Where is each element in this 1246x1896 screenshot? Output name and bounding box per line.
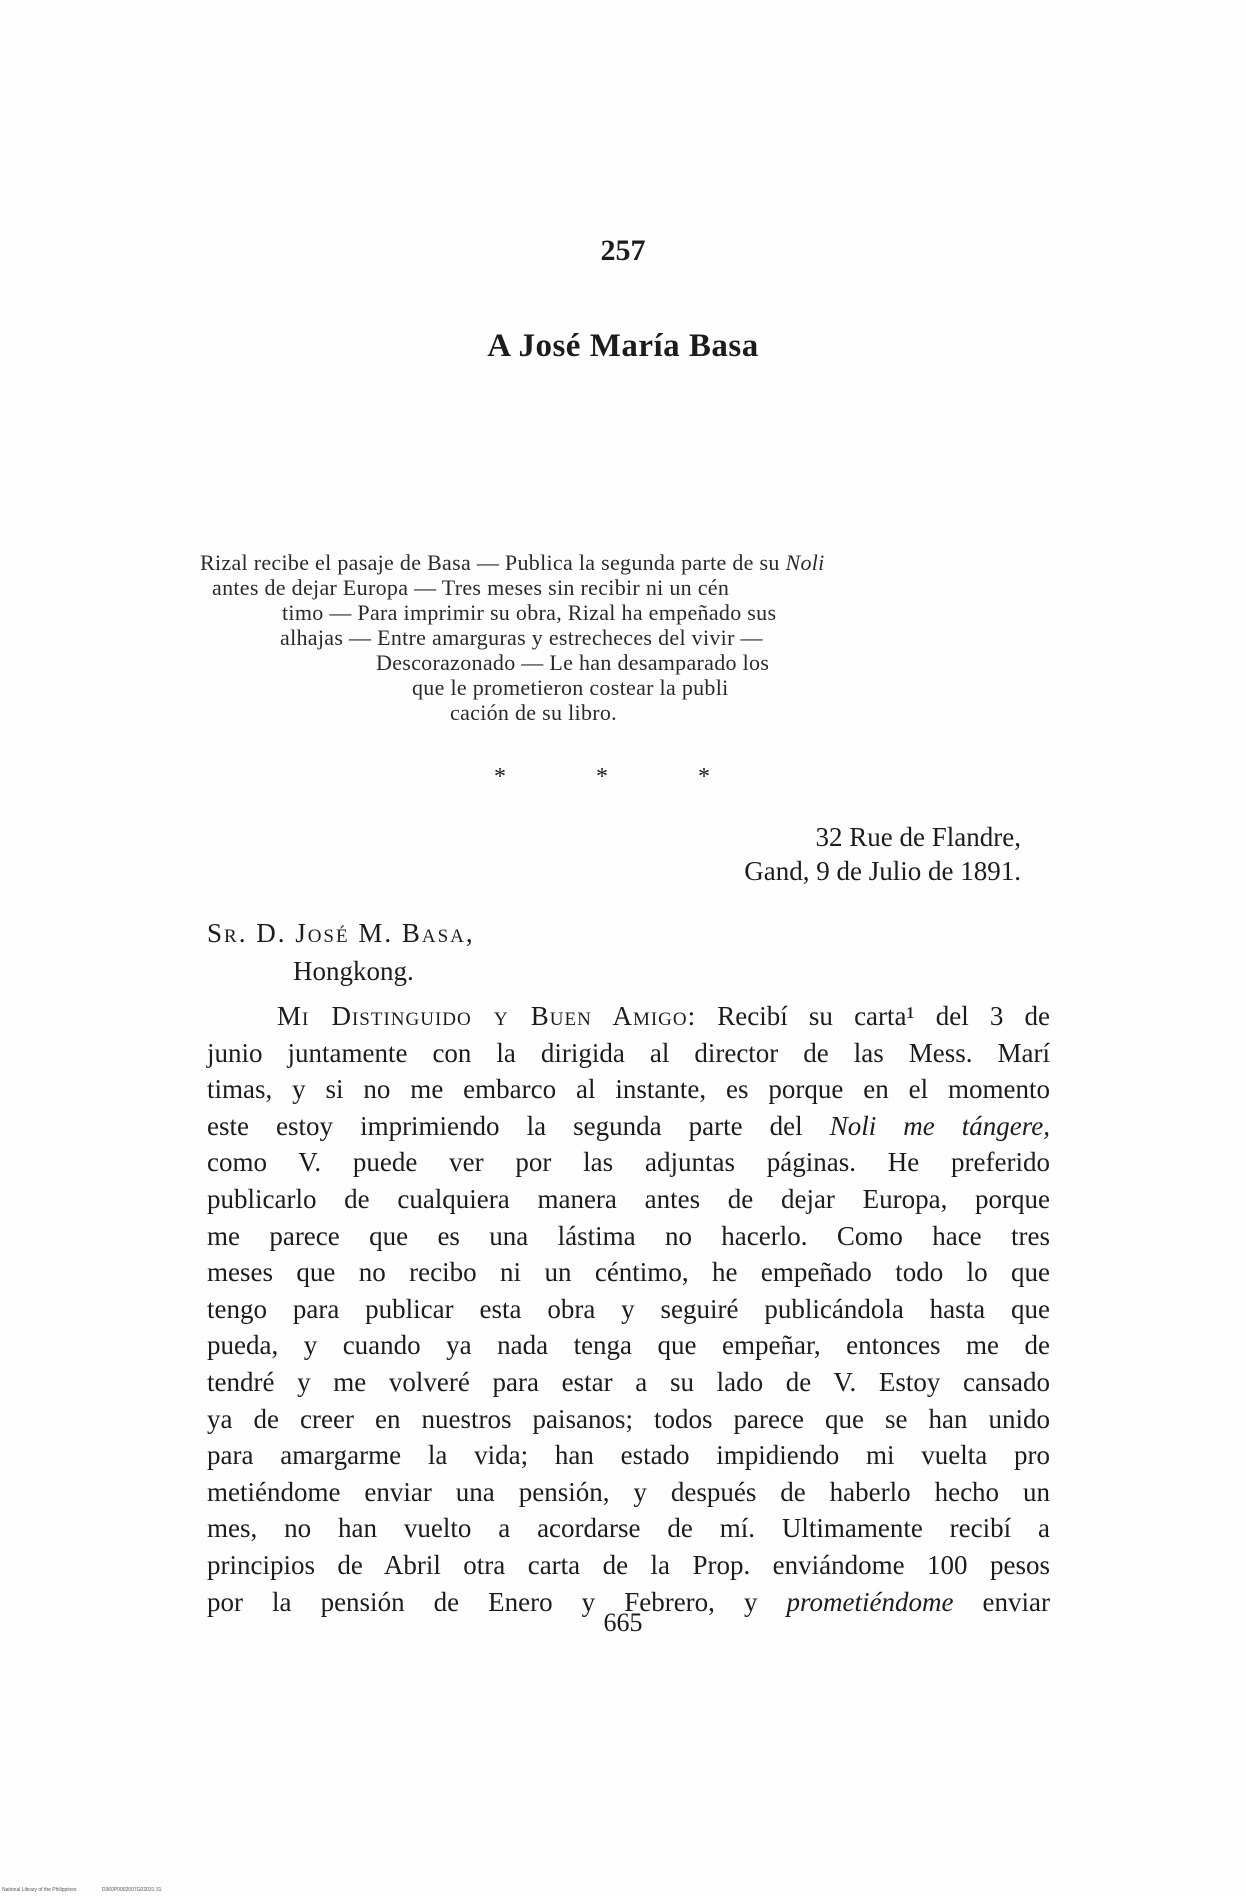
letter-body [207,998,1050,1620]
page-number: 665 [603,1608,643,1637]
body-line: como V. puede ver por las adjuntas páginas. He preferido [207,1147,1050,1178]
letter-date: Gand, 9 de Julio de 1891. [744,856,1021,886]
body-line: Mi Distinguido y Buen Amigo: Recibí su carta¹ del 3 de [277,1001,1051,1031]
scan-code: D360P0002007G02031 31 [101,1887,162,1893]
body-line: junio juntamente con la dirigida al director de las Mess. Marí [207,1037,1050,1068]
body-line: metiéndome enviar una pensión, y después de haberlo hecho un [207,1476,1050,1507]
body-line: para amargarme la vida; han estado impidiendo mi vuelta pro [207,1440,1050,1471]
addressee [207,914,475,990]
addressee-city: Hongkong. [293,956,414,986]
summary-line: antes de dejar Europa — Tres meses sin recibir ni un cén [212,575,730,600]
summary-line: timo — Para imprimir su obra, Rizal ha empeñado sus [282,600,777,625]
section-separator: * * * [494,764,752,790]
body-line: mes, no han vuelto a acordarse de mí. Ultimamente recibí a [207,1513,1050,1544]
body-line: tengo para publicar esta obra y seguiré publicándola hasta que [207,1293,1050,1324]
summary-line: cación de su libro. [450,700,617,725]
sender-address: 32 Rue de Flandre, [815,822,1021,852]
salutation: Mi Distinguido y Buen Amigo: [277,1001,697,1031]
summary-line: alhajas — Entre amarguras y estrecheces del vivir — [280,625,763,650]
body-line: tendré y me volveré para estar a su lado de V. Estoy cansado [207,1366,1050,1397]
letter-summary [200,550,1046,725]
library-name: National Library of the Philippines [2,1887,77,1893]
body-line: me parece que es una lástima no hacerlo. Como hace tres [207,1220,1050,1251]
body-line: meses que no recibo ni un céntimo, he empeñado todo lo que [207,1257,1050,1288]
body-line: pueda, y cuando ya nada tenga que empeñar, entonces me de [207,1330,1050,1361]
body-line: principios de Abril otra carta de la Prop. enviándome 100 pesos [207,1549,1050,1580]
body-line: publicarlo de cualquiera manera antes de dejar Europa, porque [207,1183,1050,1214]
letter-number: 257 [600,234,646,267]
summary-line: Rizal recibe el pasaje de Basa — Publica la segunda parte de su Noli [200,550,825,575]
body-line: este estoy imprimiendo la segunda parte del Noli me tángere, [207,1110,1050,1141]
summary-line: Descorazonado — Le han desamparado los [376,650,770,675]
addressee-name: Sr. D. José M. Basa, [207,918,475,948]
summary-line: que le prometieron costear la publi [412,675,729,700]
scan-caption [2,1887,185,1893]
letter-title: A José María Basa [487,328,759,364]
place-and-date [744,820,1021,888]
body-line: timas, y si no me embarco al instante, es porque en el momento [207,1074,1050,1105]
body-line: ya de creer en nuestros paisanos; todos parece que se han unido [207,1403,1050,1434]
body-line: por la pensión de Enero y Febrero, y prometiéndome enviar [207,1586,1050,1617]
